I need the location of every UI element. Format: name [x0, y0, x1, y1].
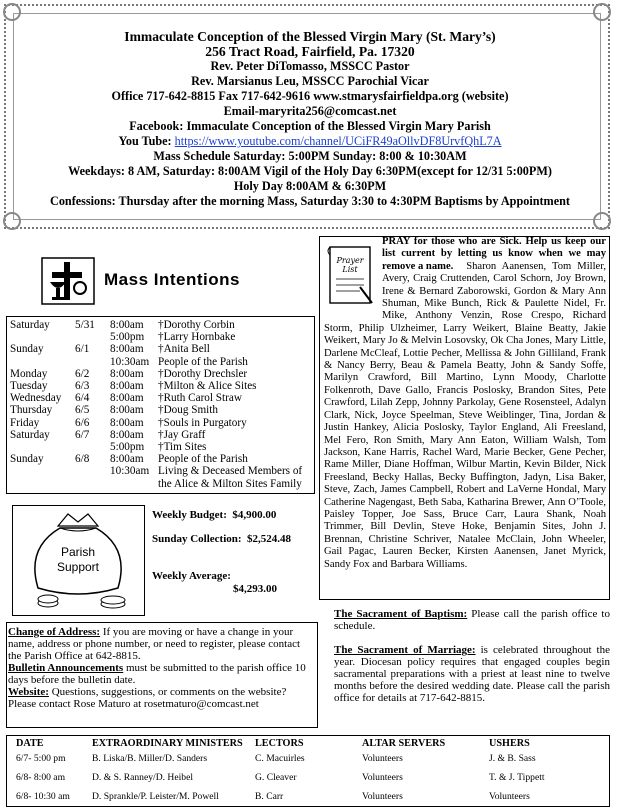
average-value: $4,293.00 — [233, 583, 277, 595]
baptism-title: The Sacrament of Baptism: — [334, 608, 468, 620]
pastor-line: Rev. Peter DiTomasso, MSSCC Pastor — [210, 59, 410, 73]
mass-intention-intention: †Dorothy Drechsler — [158, 367, 248, 380]
mass-schedule-line: Mass Schedule Saturday: 5:00PM Sunday: 8:00 & 10:30AM — [153, 149, 467, 163]
bulletin-announcements — [8, 662, 314, 686]
mass-intention-intention: †Larry Hornbake — [158, 331, 236, 344]
ministers-cell: T. & J. Tippett — [489, 772, 545, 783]
mass-intention-day: Friday — [10, 416, 40, 429]
mass-intention-date: 6/2 — [75, 367, 90, 380]
weekdays-line: Weekdays: 8 AM, Saturday: 8:00AM Vigil of the Holy Day 6:30PM(except for 12/31 5:00PM) — [68, 164, 552, 178]
support-logo-line1: Parish — [60, 545, 96, 559]
ministers-cell: D. & S. Ranney/D. Heibel — [92, 772, 193, 783]
ministers-cell: 6/7- 5:00 pm — [16, 753, 66, 764]
ministers-cell: D. Sprankle/P. Leister/M. Powell — [92, 791, 219, 802]
ministers-header: DATE — [16, 738, 44, 749]
ministers-cell: J. & B. Sass — [489, 753, 536, 764]
mass-intention-date: 6/8 — [75, 453, 90, 466]
confessions-line: Confessions: Thursday after the morning Mass, Saturday 3:30 to 4:30PM Baptisms by Appointment — [50, 194, 570, 208]
mass-intention-time: 8:00am — [110, 367, 144, 380]
mass-intention-intention: †Jay Graff — [158, 428, 206, 441]
mass-intention-date: 6/1 — [75, 343, 90, 356]
mass-intention-day: Sunday — [10, 343, 44, 356]
church-name: Immaculate Conception of the Blessed Virgin Mary (St. Mary’s) — [124, 29, 496, 44]
youtube-link[interactable]: https://www.youtube.com/channel/UCiFR49aOllvDF8UrvfQhL7A — [174, 134, 502, 148]
ministers-cell: B. Carr — [255, 791, 284, 802]
email-line: Email-maryrita256@comcast.net — [223, 104, 397, 118]
mass-intention-intention: †Souls in Purgatory — [158, 416, 247, 429]
baptism-notice — [334, 608, 610, 632]
mass-intentions-logo — [40, 258, 250, 308]
mass-intentions-title: Mass Intentions — [104, 270, 240, 289]
mass-intention-intention: †Anita Bell — [158, 343, 210, 356]
baptism-text: Please call the parish office to schedule. — [334, 608, 610, 632]
mass-intention-day: Tuesday — [10, 380, 48, 392]
change-title: Change of Address: — [8, 626, 101, 638]
office-line: Office 717-642-8815 Fax 717-642-9616 www.stmarysfairfieldpa.org (website) — [111, 89, 509, 103]
ministers-header: USHERS — [489, 738, 530, 749]
mass-intention-date: 6/3 — [75, 380, 90, 392]
svg-text:List: List — [342, 265, 358, 274]
church-address: 256 Tract Road, Fairfield, Pa. 17320 — [205, 44, 415, 59]
ministers-header: EXTRAORDINARY MINISTERS — [92, 738, 243, 749]
ministers-cell: 6/8- 8:00 am — [16, 772, 66, 783]
mass-intention-time: 8:00am — [110, 453, 144, 466]
ministers-header: ALTAR SERVERS — [362, 738, 446, 749]
mass-intention-time: 8:00am — [110, 428, 144, 441]
mass-intention-intention: †Ruth Carol Straw — [158, 392, 242, 405]
mass-intention-time: 8:00am — [110, 380, 144, 392]
ministers-cell: G. Cleaver — [255, 772, 297, 783]
prayer-names: Sharon Aanensen, Tom Miller, Avery, Craig Cruttenden, Carol Schorn, Joy Brown, Irene & Bernard Zaborowski, Gordon & Mary Ann Shuman, Mike Bunch, Rick & Paulette Nidel, Fr. Mike, Anthony Venzin, Rose Crespo, Richard Storm, Philip Ulzheimer, Larry Weikert, Blaine Beatty, Jakie Weikert, Mary Jo & Melvin Losovsky, Ok Cha Jones, Mary Little, Darlene McCleaf, Lottie Pecher, Mellissa & John Gilliland, Frank & Nancy Berry, Beau & Pamela Beatty, John & Sandy Soffe, Marilyn Crawford, Bill Martino, Lynn Moody, Charlotte Folkenroth, Dave Gallo, Francis Poslosky, Brandon Sites, Pete Crawford, Lilah Zepp, Johnny Parkolay, Gene Rosensteel, Adalyn Clark, Nick, Joyce Speelman, Steve Weiblinger, Tina, Jordan & Justin Hankey, Alicia Poslosky, Taylor England, Ali Freesland, Mel Fero, Ron Smith, Mary Ann Eaton, William Walsh, Tom Jackson, Kane Harris, Rachel Ward, Marie Becker, Gene Pecher, Rame Miller, Diane Hoffman, Wilbur Martin, Kevin Bilder, Nick Freesland, Becky Hallas, Becky Buffington, Jadyn, Lisa Baker, Steve, Zach, James Campbell, Robert and LaVerne Hondal, Mary Catherine Nagengast, Beth Saba, Katharina Brewer, Ann O’Toole, Paisley Topper, Joe Sass, Bruce Carr, Laura Shank, Noah Trimmer, Bill Devlin, Steve Hoke, Benjamin Sites, John J. Brennan, Christine Schriver, Natalee McClain, John Wheeler, Gail Pagac, Lauren Becker, Kirsten Aanensen, Janet Myrick, Sandy Fox and Barbara Williams. — [324, 260, 606, 570]
marriage-title: The Sacrament of Marriage: — [334, 644, 476, 656]
svg-text:Prayer: Prayer — [336, 256, 364, 265]
notices-text — [8, 626, 314, 710]
ministers-cell: B. Liska/B. Miller/D. Sanders — [92, 753, 208, 764]
website-text: Questions, suggestions, or comments on the website? Please contact Rose Maturo at rosetmaturo@comcast.net — [8, 686, 287, 710]
marriage-notice — [334, 644, 610, 704]
mass-intention-day: Wednesday — [10, 392, 62, 405]
mass-intention-day: Thursday — [10, 404, 53, 417]
mass-intention-day: Monday — [10, 367, 48, 380]
prayer-lead-text: PRAY for those who are Sick. Help us keep our list current by letting us know when we may remove a name. — [382, 236, 606, 272]
ministers-header: LECTORS — [255, 738, 304, 749]
average-label: Weekly Average: — [152, 570, 231, 582]
mass-intention-date: 6/6 — [75, 416, 90, 429]
money-bag-icon — [18, 508, 140, 614]
holy-day-line: Holy Day 8:00AM & 6:30PM — [233, 179, 387, 193]
website-title: Website: — [8, 686, 49, 698]
ministers-cell: C. Macuirles — [255, 753, 305, 764]
website-notice — [8, 686, 314, 710]
ministers-cell: Volunteers — [362, 753, 403, 764]
change-text: If you are moving or have a change in your name, address or phone number, or need to register, please contact the Parish Office at 642-8815. — [8, 626, 301, 662]
mass-intention-intention: †Tim Sites — [158, 441, 207, 453]
collection-line — [152, 533, 291, 545]
mass-intention-intention: †Dorothy Corbin — [158, 319, 235, 331]
mass-intention-date: 6/7 — [75, 428, 90, 441]
mass-intention-date: 6/5 — [75, 404, 90, 417]
mass-intention-time: 8:00am — [110, 343, 144, 356]
budget-value: $4,900.00 — [232, 509, 277, 521]
mass-intention-time: 10:30am — [110, 465, 150, 478]
ministers-cell: Volunteers — [362, 791, 403, 802]
mass-intention-time: 8:00am — [110, 319, 144, 331]
mass-intention-time: 8:00am — [110, 392, 144, 405]
sacraments-text — [334, 608, 610, 704]
mass-intention-date: 5/31 — [75, 319, 95, 331]
vicar-line: Rev. Marsianus Leu, MSSCC Parochial Vicar — [191, 74, 429, 88]
youtube-line — [10, 134, 610, 149]
ministers-cell: 6/8- 10:30 am — [16, 791, 70, 802]
mass-intention-day: Sunday — [10, 453, 44, 466]
bulletin-title: Bulletin Announcements — [8, 662, 124, 674]
change-of-address — [8, 626, 314, 662]
chalice-cross-icon — [40, 252, 96, 308]
mass-intention-time: 5:00pm — [110, 331, 145, 344]
mass-intention-intention: People of the Parish — [158, 453, 248, 466]
budget-label: Weekly Budget: — [152, 509, 227, 521]
mass-intention-intention: †Milton & Alice Sites — [158, 380, 257, 392]
facebook-line: Facebook: Immaculate Conception of the Blessed Virgin Mary Parish — [129, 119, 491, 133]
mass-intention-day: Saturday — [10, 428, 50, 441]
youtube-label: You Tube: — [118, 134, 175, 148]
mass-intention-time: 10:30am — [110, 355, 150, 368]
mass-intention-time: 8:00am — [110, 404, 144, 417]
ministers-cell: Volunteers — [362, 772, 403, 783]
prayer-names-wrap — [324, 236, 606, 571]
ministers-cell: Volunteers — [489, 791, 530, 802]
header-text — [10, 29, 610, 209]
mass-intention-intention: the Alice & Milton Sites Family — [158, 477, 302, 490]
budget-line — [152, 509, 276, 521]
mass-intention-time: 5:00pm — [110, 441, 145, 453]
mass-intention-time: 8:00am — [110, 416, 144, 429]
collection-value: $2,524.48 — [247, 533, 292, 545]
mass-intention-date: 6/4 — [75, 392, 90, 405]
mass-intention-intention: †Doug Smith — [158, 404, 218, 417]
mass-intention-intention: People of the Parish — [158, 355, 248, 368]
collection-label: Sunday Collection: — [152, 533, 242, 545]
mass-intention-day: Saturday — [10, 319, 50, 331]
mass-intention-intention: Living & Deceased Members of — [158, 465, 303, 478]
support-logo-line2: Support — [56, 560, 100, 574]
bulletin-text: must be submitted to the parish office 10 days before the bulletin date. — [8, 662, 306, 686]
marriage-text: is celebrated throughout the year. Diocesan policy requires that engaged couples begin sacramental preparations with a priest at least nine to twelve months before the desired wedding date. Please call the parish office for details at 717-642-8815. — [334, 644, 610, 704]
